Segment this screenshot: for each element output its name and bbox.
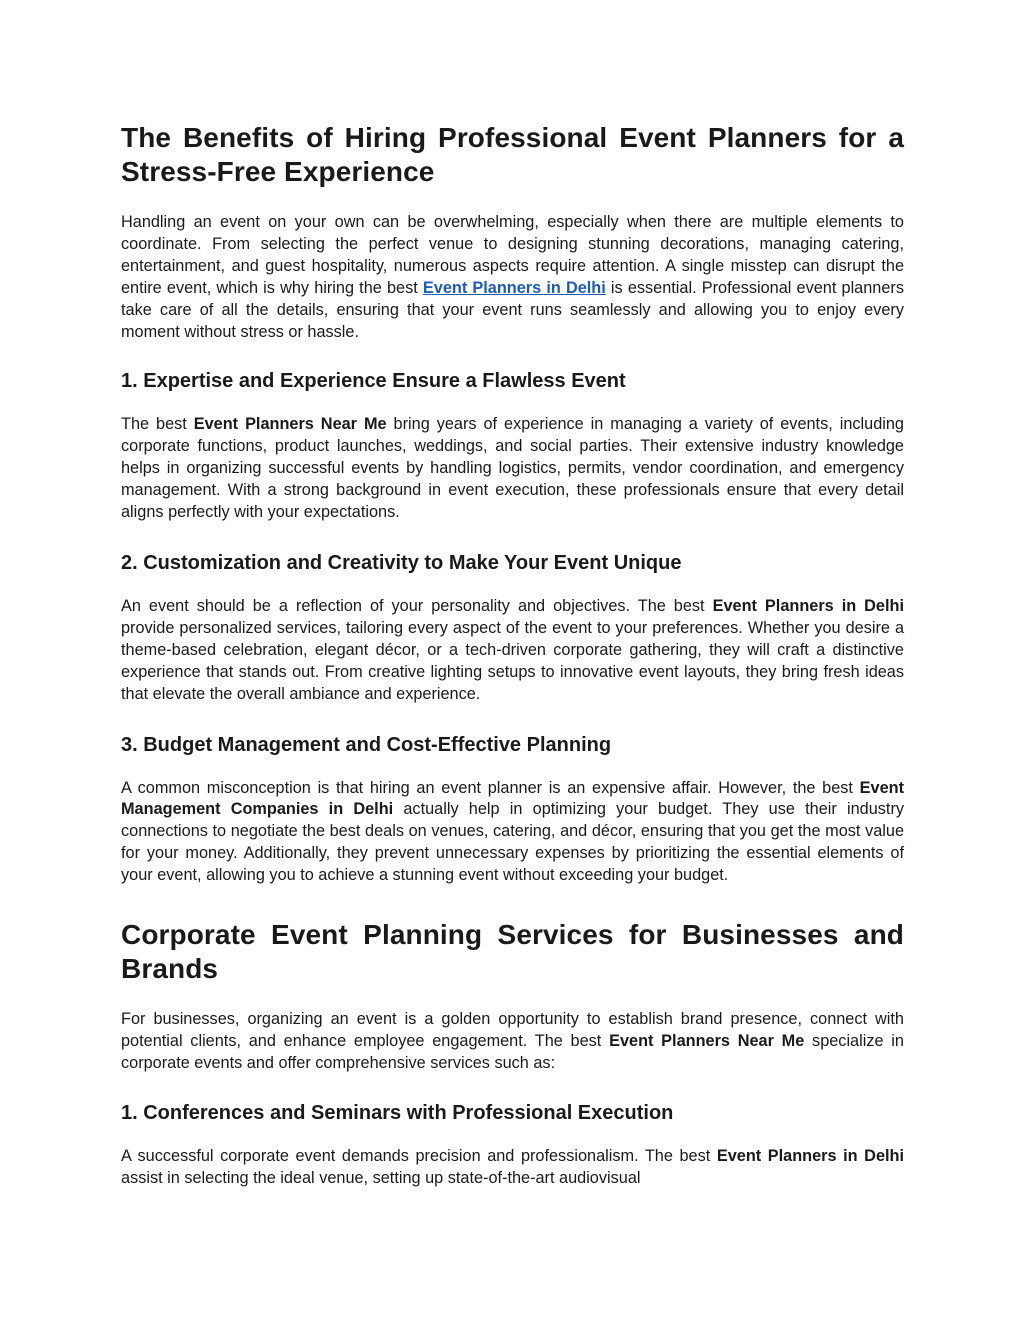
paragraph-text: specialize in corporate events and offer comprehensive services such as: bbox=[121, 1031, 904, 1072]
section-heading-budget: 3. Budget Management and Cost-Effective Planning bbox=[121, 733, 612, 756]
bold-phrase: Event Management Companies in Delhi bbox=[121, 778, 904, 819]
paragraph-text: actually help in optimizing your budget. They use their industry connections to negotiate the best deals on venues, catering, and décor, ensuring that you get the most value for your money. Additionally, they prevent unnecessary expenses by prioritizing the essential elements of your event, allowing you to achieve a stunning event without exceeding your budget. bbox=[121, 800, 905, 885]
section-heading-customization: 2. Customization and Creativity to Make Your Event Unique bbox=[121, 551, 682, 574]
bold-phrase: Event Planners in Delhi bbox=[716, 1146, 904, 1165]
paragraph-text: A common misconception is that hiring an event planner is an expensive affair. However, the best bbox=[121, 778, 860, 797]
bold-phrase: Event Planners in Delhi bbox=[712, 596, 904, 615]
section-paragraph-expertise bbox=[121, 414, 904, 524]
intro-text-2: is essential. Professional event planners take care of all the details, ensuring that your event runs seamlessly and allowing you to enjoy every moment without stress or hassle. bbox=[121, 278, 904, 341]
paragraph-text: assist in selecting the ideal venue, setting up state-of-the-art audiovisual bbox=[121, 1168, 641, 1187]
section-heading-expertise: 1. Expertise and Experience Ensure a Flawless Event bbox=[121, 370, 626, 393]
paragraph-text: A successful corporate event demands precision and professionalism. The best bbox=[121, 1146, 717, 1165]
bold-phrase: Event Planners Near Me bbox=[609, 1031, 805, 1050]
paragraph-text: An event should be a reflection of your personality and objectives. The best bbox=[121, 596, 713, 615]
paragraph-text: For businesses, organizing an event is a golden opportunity to establish brand presence, connect with potential clients, and enhance employee engagement. The best bbox=[121, 1010, 904, 1050]
intro-text-1: Handling an event on your own can be overwhelming, especially when there are multiple elements to coordinate. From selecting the perfect venue to designing stunning decorations, managing catering, entertainment, and guest hospitality, numerous aspects require attention. A single misstep can disrupt the entire event, which is why hiring the best bbox=[121, 213, 904, 297]
section-paragraph-customization bbox=[121, 596, 904, 706]
bold-phrase: Event Planners Near Me bbox=[193, 415, 387, 434]
intro-paragraph bbox=[121, 212, 904, 343]
paragraph-text: The best bbox=[121, 415, 194, 434]
section-paragraph-conferences bbox=[121, 1146, 904, 1190]
paragraph-text: provide personalized services, tailoring every aspect of the event to your preferences. Whether you desire a theme-based celebration, elegant décor, or a tech-driven corporate gathering, they will craft a distinctive experience that stands out. From creative lighting setups to innovative event layouts, they bring fresh ideas that elevate the overall ambiance and experience. bbox=[121, 618, 904, 703]
page-title: The Benefits of Hiring Professional Event Planners for a Stress-Free Experience bbox=[121, 122, 904, 187]
section-paragraph-budget bbox=[121, 778, 904, 888]
corporate-title: Corporate Event Planning Services for Businesses and Brands bbox=[121, 919, 904, 985]
paragraph-text: bring years of experience in managing a variety of events, including corporate functions, product launches, weddings, and social parties. Their extensive industry knowledge helps in organizing successful events by handling logistics, permits, vendor coordination, and emergency management. With a strong background in event execution, these professionals ensure that every detail aligns perfectly with your expectations. bbox=[121, 415, 904, 522]
event-planners-delhi-link[interactable]: Event Planners in Delhi bbox=[422, 278, 606, 297]
section-heading-conferences: 1. Conferences and Seminars with Professional Execution bbox=[121, 1101, 674, 1124]
corporate-paragraph bbox=[121, 1009, 904, 1075]
